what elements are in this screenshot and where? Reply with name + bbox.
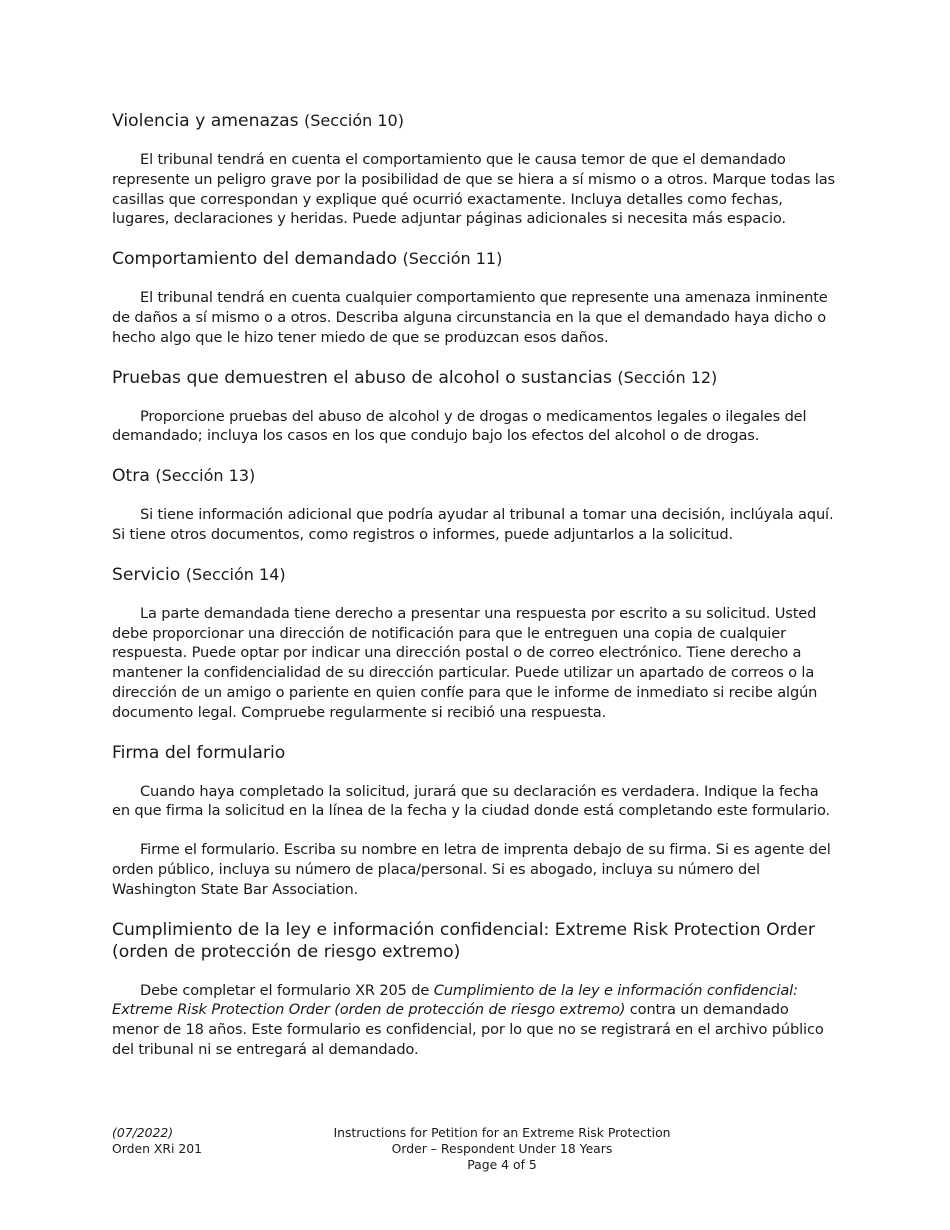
document-body bbox=[112, 110, 838, 1079]
footer-form-id: Orden XRi 201 bbox=[112, 1141, 203, 1156]
section-heading: Violencia y amenazas (Sección 10) bbox=[112, 111, 404, 131]
section-violence-threats bbox=[112, 110, 838, 229]
section-service bbox=[112, 564, 838, 723]
section-law-enforcement-confidential bbox=[112, 919, 838, 1060]
section-other bbox=[112, 465, 838, 545]
footer-title-line: Instructions for Petition for an Extreme Risk Protection bbox=[333, 1125, 671, 1140]
section-heading: Pruebas que demuestren el abuso de alcohol o sustancias (Sección 12) bbox=[112, 367, 718, 388]
section-respondent-behavior bbox=[112, 248, 838, 347]
section-paragraph: El tribunal tendrá en cuenta cualquier comportamiento que represente una amenaza inminente de daños a sí mismo o a otros. Describa alguna circunstancia en la que el demandado haya dicho o hecho algo que le hizo tener miedo de que se produzcan esos daños. bbox=[112, 289, 828, 346]
footer-form-info bbox=[112, 1125, 202, 1157]
section-heading: Comportamiento del demandado (Sección 11) bbox=[112, 249, 503, 270]
footer-title-block bbox=[292, 1125, 712, 1173]
section-paragraph: Proporcione pruebas del abuso de alcohol y de drogas o medicamentos legales o ilegales del demandado; incluya los casos en los que condujo bajo los efectos del alcohol o de drogas. bbox=[112, 407, 807, 445]
section-signing bbox=[112, 742, 838, 900]
section-paragraph: Debe completar el formulario XR 205 de Cumplimiento de la ley e información confidencial: Extreme Risk Protection Order (orden de protección de riesgo extremo) contra un demandado menor de 18 años. Este formulario es confidencial, por lo que no se registrará en el archivo público del tribunal ni se entregará al demandado. bbox=[112, 981, 824, 1058]
section-paragraph: El tribunal tendrá en cuenta el comportamiento que le causa temor de que el demandado represente un peligro grave por la posibilidad de que se hiera a sí mismo o a otros. Marque todas las casillas que correspondan y explique qué ocurrió exactamente. Incluya detalles como fechas, lugares, declaraciones y heridas. Puede adjuntar páginas adicionales si necesita más espacio. bbox=[112, 151, 835, 228]
footer-date: (07/2022) bbox=[112, 1125, 174, 1140]
section-heading: Cumplimiento de la ley e información confidencial: Extreme Risk Protection Order (orden de protección de riesgo extremo) bbox=[112, 919, 815, 962]
section-heading: Otra (Sección 13) bbox=[112, 466, 256, 487]
section-paragraph: Si tiene información adicional que podría ayudar al tribunal a tomar una decisión, inclúyala aquí. Si tiene otros documentos, como registros o informes, puede adjuntarlos a la solicitud. bbox=[112, 506, 834, 543]
section-paragraph: Firme el formulario. Escriba su nombre en letra de imprenta debajo de su firma. Si es agente del orden público, incluya su número de placa/personal. Si es abogado, incluya su número del Washington State Bar Association. bbox=[112, 841, 831, 898]
page-footer bbox=[112, 1125, 838, 1185]
section-heading: Firma del formulario bbox=[112, 742, 286, 763]
section-substance-abuse bbox=[112, 367, 838, 447]
section-paragraph: La parte demandada tiene derecho a presentar una respuesta por escrito a su solicitud. Usted debe proporcionar una dirección de notificación para que le entreguen una copia de cualquier respuesta. Puede optar por indicar una dirección postal o de correo electrónico. Tiene derecho a mantener la confidencialidad de su dirección particular. Puede utilizar un apartado de correos o la dirección de un amigo o pariente en quien confíe para que le informe de inmediato si recibe algún documento legal. Compruebe regularmente si recibió una respuesta. bbox=[112, 604, 818, 721]
form-title-italic: Cumplimiento de la ley e información confidencial: Extreme Risk Protection Order (orden de protección de riesgo extremo) bbox=[112, 981, 798, 1019]
section-paragraph: Cuando haya completado la solicitud, jurará que su declaración es verdadera. Indique la fecha en que firma la solicitud en la línea de la fecha y la ciudad donde está completando este formulario. bbox=[112, 782, 831, 820]
footer-title-line: Order – Respondent Under 18 Years bbox=[391, 1141, 613, 1156]
section-heading: Servicio (Sección 14) bbox=[112, 564, 286, 585]
footer-page-number: Page 4 of 5 bbox=[467, 1157, 537, 1172]
